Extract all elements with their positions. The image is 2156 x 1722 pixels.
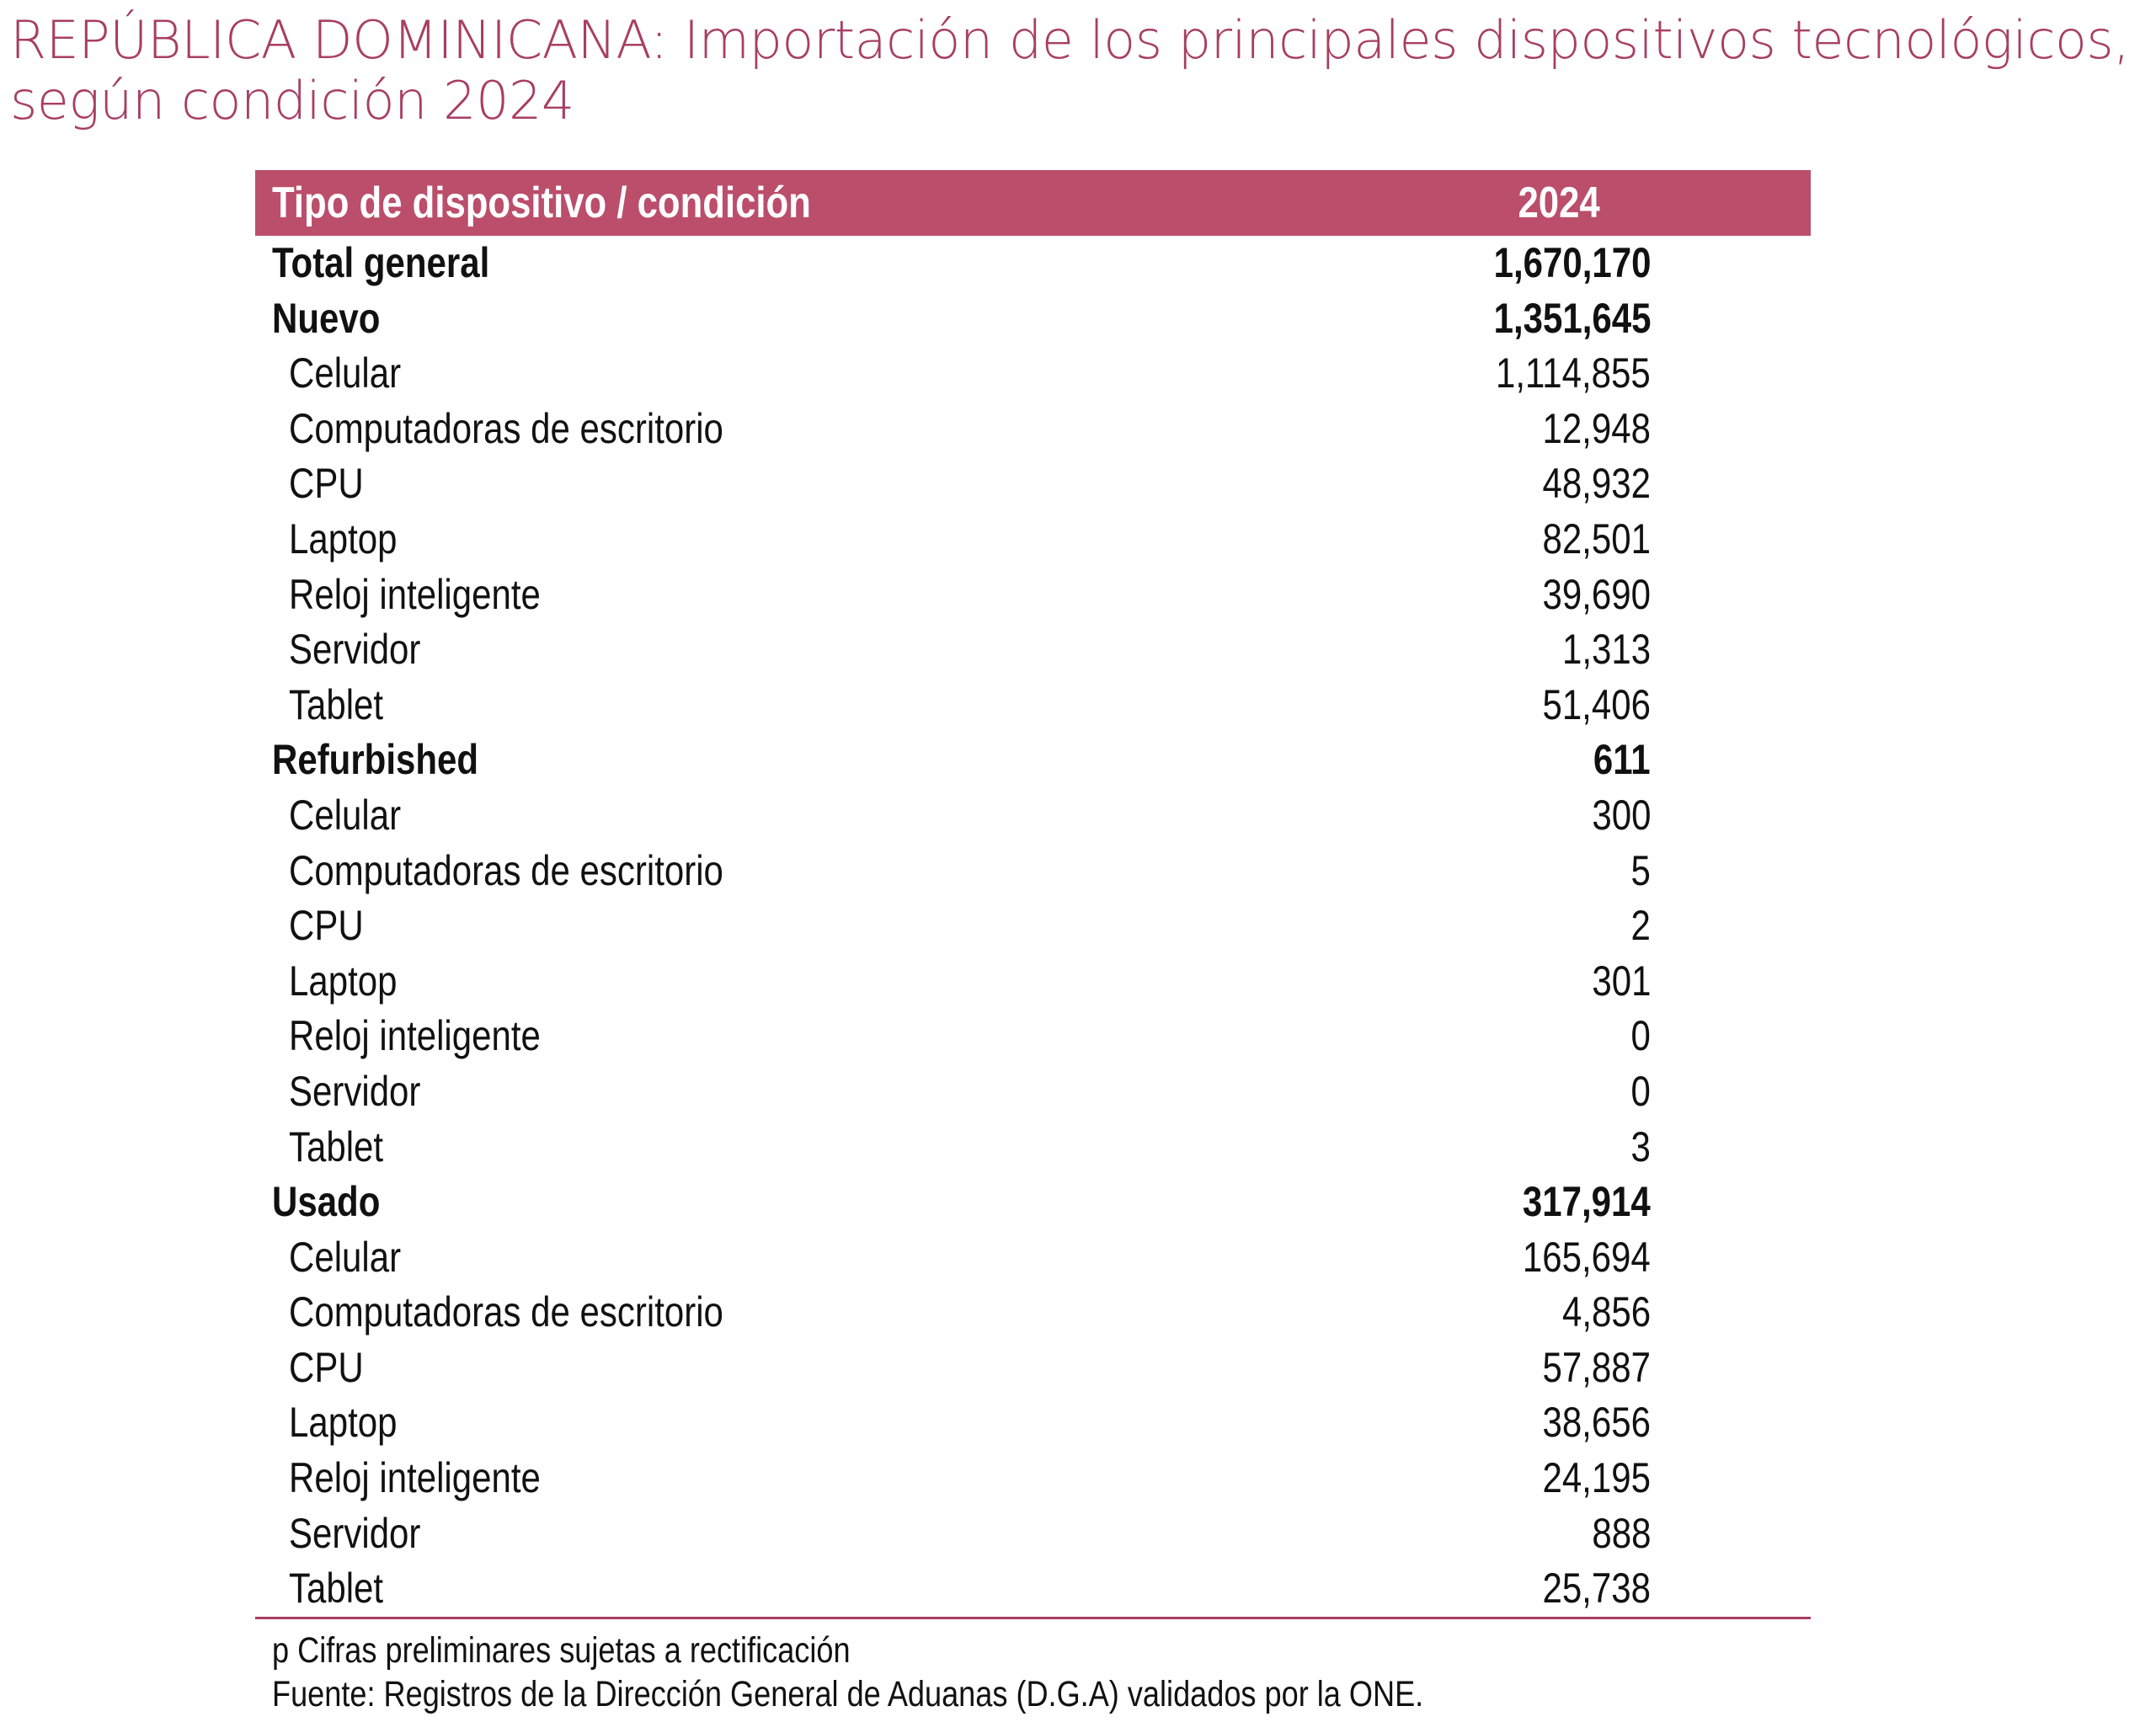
page-title: REPÚBLICA DOMINICANA: Importación de los principales dispositivos tecnológicos, según condición 2024 [10,9,2130,131]
row-label: Computadoras de escritorio [289,846,723,894]
row-label: Computadoras de escritorio [289,404,723,452]
source-note: Fuente: Registros de la Dirección General de Aduanas (D.G.A) validados por la ONE. [272,1674,1424,1714]
row-value: 57,887 [1542,1343,1651,1391]
row-label: Laptop [289,514,398,562]
table-row [255,568,1811,623]
row-value: 25,738 [1542,1565,1651,1613]
preliminary-note: p Cifras preliminares sujetas a rectificación [272,1630,851,1671]
table-row [255,1561,1811,1617]
row-label: Celular [289,349,402,397]
row-label: Computadoras de escritorio [289,1288,723,1336]
row-value: 888 [1591,1509,1651,1557]
row-label: Refurbished [272,736,479,784]
row-value: 39,690 [1542,570,1651,618]
row-value: 1,351,645 [1493,294,1651,342]
header-year: 2024 [1518,179,1600,227]
row-value: 4,856 [1561,1288,1651,1336]
row-label: Reloj inteligente [289,570,541,618]
row-label: Celular [289,1233,402,1281]
row-value: 48,932 [1542,460,1651,508]
row-value: 1,313 [1561,626,1651,674]
row-label: CPU [289,902,364,950]
row-value: 165,694 [1523,1233,1651,1281]
row-value: 2 [1630,902,1651,950]
row-value: 611 [1593,736,1651,784]
row-label: Nuevo [272,294,381,342]
table-row [255,954,1811,1010]
row-value: 12,948 [1542,404,1651,452]
table-bottom-divider [255,1617,1811,1619]
row-value: 38,656 [1542,1399,1651,1447]
row-label: Celular [289,791,402,839]
row-label: Laptop [289,957,398,1005]
row-label: Reloj inteligente [289,1454,541,1502]
row-value: 82,501 [1542,514,1651,562]
table-row [255,402,1811,457]
table-row [255,788,1811,844]
table-header [255,170,1811,236]
header-label: Tipo de dispositivo / condición [272,179,811,227]
row-label: Laptop [289,1399,398,1447]
row-value: 301 [1591,957,1651,1005]
table-row [255,456,1811,512]
table-row [255,512,1811,568]
table-row-group-nuevo [255,291,1811,347]
row-value: 3 [1630,1122,1651,1170]
row-label: Servidor [289,1067,421,1115]
table-row [255,678,1811,733]
table-row-total [255,236,1811,291]
table-row [255,1230,1811,1286]
table-row [255,898,1811,954]
table-row [255,1064,1811,1120]
row-label: Tablet [289,1565,384,1613]
row-label: Servidor [289,1509,421,1557]
data-table [255,170,1811,1617]
row-value: 1,114,855 [1496,349,1651,397]
table-row-group-refurbished [255,733,1811,788]
row-value: 0 [1630,1012,1651,1060]
row-value: 5 [1630,846,1651,894]
table-row [255,1009,1811,1064]
row-value: 300 [1591,791,1651,839]
table-row [255,1451,1811,1506]
row-label: Total general [272,239,490,286]
row-label: Reloj inteligente [289,1012,541,1060]
table-row [255,1506,1811,1562]
table-row [255,1341,1811,1396]
table-row-group-usado [255,1175,1811,1230]
table-row [255,844,1811,899]
row-label: Tablet [289,680,384,728]
row-label: Usado [272,1178,381,1226]
row-label: Servidor [289,626,421,674]
row-value: 51,406 [1542,680,1651,728]
table-row [255,1395,1811,1451]
table-row [255,1285,1811,1341]
row-label: Tablet [289,1122,384,1170]
row-value: 24,195 [1542,1454,1651,1502]
row-label: CPU [289,1343,364,1391]
row-value: 317,914 [1523,1178,1651,1226]
table-row [255,622,1811,678]
row-value: 1,670,170 [1493,239,1651,286]
row-label: CPU [289,460,364,508]
table-row [255,346,1811,402]
table-row [255,1120,1811,1176]
row-value: 0 [1630,1067,1651,1115]
